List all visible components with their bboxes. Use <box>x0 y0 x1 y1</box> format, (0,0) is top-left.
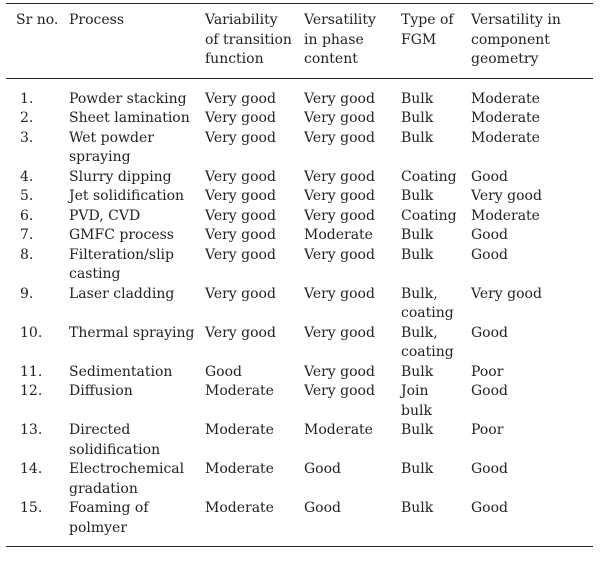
geometry-text: Good <box>471 461 509 477</box>
table-row <box>6 324 593 363</box>
table-header <box>6 4 593 79</box>
variability-text: Very good <box>205 168 276 185</box>
type-text: Bulk, <box>401 285 438 302</box>
cell-variability <box>205 285 304 324</box>
header-versatility-line2: in phase <box>304 31 364 48</box>
cell-sr-no <box>6 226 69 246</box>
cell-type-of-fgm <box>401 363 471 383</box>
variability-text: Moderate <box>205 422 274 438</box>
cell-type-of-fgm <box>401 207 471 227</box>
variability-text: Very good <box>205 129 276 146</box>
table-body <box>6 78 593 547</box>
process-text: Diffusion <box>69 383 133 399</box>
cell-type-of-fgm <box>401 129 471 168</box>
table-row <box>6 363 593 383</box>
variability-text: Very good <box>205 207 276 224</box>
process-text: Filteration/slip <box>69 246 174 263</box>
versatility-text: Very good <box>304 285 375 302</box>
cell-variability <box>205 207 304 227</box>
geometry-text: Poor <box>471 363 504 380</box>
cell-sr-no <box>6 187 69 207</box>
geometry-text: Very good <box>471 188 542 204</box>
type-text: Bulk, <box>401 324 438 341</box>
header-type-line1: Type of <box>401 12 454 28</box>
cell-process <box>69 363 205 383</box>
sr-no-text: 5. <box>20 188 34 204</box>
cell-type-of-fgm <box>401 109 471 129</box>
cell-type-of-fgm <box>401 324 471 363</box>
type-text: Coating <box>401 168 457 185</box>
cell-versatility-phase <box>304 168 401 188</box>
geometry-text: Poor <box>471 422 504 438</box>
header-versatility-geometry <box>471 4 593 79</box>
table-row <box>6 382 593 421</box>
fgm-process-table <box>6 3 593 547</box>
header-process-text: Process <box>69 12 125 28</box>
cell-variability <box>205 460 304 499</box>
cell-process <box>69 460 205 499</box>
variability-text: Very good <box>205 90 276 107</box>
header-row <box>6 4 593 79</box>
cell-variability <box>205 499 304 547</box>
cell-sr-no <box>6 363 69 383</box>
cell-sr-no <box>6 324 69 363</box>
cell-variability <box>205 109 304 129</box>
variability-text: Very good <box>205 285 276 302</box>
type-text: Bulk <box>401 188 434 204</box>
cell-process <box>69 187 205 207</box>
cell-process <box>69 324 205 363</box>
variability-text: Moderate <box>205 383 274 399</box>
cell-versatility-geometry <box>471 129 593 168</box>
header-geometry-line1: Versatility in <box>471 12 561 28</box>
cell-versatility-phase <box>304 324 401 363</box>
cell-type-of-fgm <box>401 421 471 460</box>
header-versatility-phase <box>304 4 401 79</box>
cell-variability <box>205 421 304 460</box>
sr-no-text: 10. <box>20 324 43 341</box>
process-text: Foaming of <box>69 500 149 516</box>
cell-versatility-geometry <box>471 168 593 188</box>
sr-no-text: 14. <box>20 461 43 477</box>
header-variability-line2: of transition <box>205 31 292 48</box>
table-row <box>6 421 593 460</box>
sr-no-text: 2. <box>20 110 34 126</box>
header-variability <box>205 4 304 79</box>
cell-versatility-geometry <box>471 187 593 207</box>
cell-versatility-phase <box>304 207 401 227</box>
cell-variability <box>205 78 304 109</box>
sr-no-text: 3. <box>20 129 34 146</box>
geometry-text: Moderate <box>471 110 540 126</box>
cell-type-of-fgm <box>401 226 471 246</box>
geometry-text: Moderate <box>471 90 540 107</box>
header-versatility-line1: Versatility <box>304 12 376 28</box>
cell-versatility-phase <box>304 129 401 168</box>
table-row <box>6 78 593 109</box>
cell-versatility-geometry <box>471 109 593 129</box>
process-text: casting <box>69 266 121 282</box>
variability-text: Good <box>205 363 243 380</box>
type-text: Bulk <box>401 246 434 263</box>
table-row <box>6 168 593 188</box>
cell-process <box>69 129 205 168</box>
table-row <box>6 499 593 547</box>
type-text: Bulk <box>401 500 434 516</box>
versatility-text: Good <box>304 500 342 516</box>
cell-versatility-phase <box>304 285 401 324</box>
header-geometry-line3: geometry <box>471 51 539 67</box>
process-text: Thermal spraying <box>69 324 195 341</box>
cell-sr-no <box>6 78 69 109</box>
variability-text: Very good <box>205 110 276 126</box>
cell-sr-no <box>6 129 69 168</box>
cell-versatility-geometry <box>471 460 593 499</box>
cell-versatility-geometry <box>471 78 593 109</box>
cell-versatility-phase <box>304 460 401 499</box>
sr-no-text: 12. <box>20 383 43 399</box>
header-versatility-line3: content <box>304 51 358 67</box>
versatility-text: Very good <box>304 129 375 146</box>
cell-variability <box>205 226 304 246</box>
table-row <box>6 129 593 168</box>
cell-type-of-fgm <box>401 285 471 324</box>
cell-sr-no <box>6 421 69 460</box>
sr-no-text: 13. <box>20 422 43 438</box>
type-text: bulk <box>401 402 432 419</box>
cell-sr-no <box>6 168 69 188</box>
process-text: Sedimentation <box>69 363 173 380</box>
sr-no-text: 9. <box>20 285 34 302</box>
variability-text: Moderate <box>205 461 274 477</box>
type-text: Bulk <box>401 90 434 107</box>
process-text: Jet solidification <box>69 188 185 204</box>
cell-process <box>69 421 205 460</box>
cell-process <box>69 207 205 227</box>
versatility-text: Very good <box>304 246 375 263</box>
variability-text: Very good <box>205 324 276 341</box>
versatility-text: Very good <box>304 383 375 399</box>
cell-versatility-geometry <box>471 246 593 285</box>
table-row <box>6 109 593 129</box>
geometry-text: Moderate <box>471 129 540 146</box>
sr-no-text: 11. <box>20 363 43 380</box>
variability-text: Very good <box>205 188 276 204</box>
type-text: Bulk <box>401 129 434 146</box>
sr-no-text: 4. <box>20 168 34 185</box>
cell-variability <box>205 246 304 285</box>
header-type-of-fgm <box>401 4 471 79</box>
type-text: coating <box>401 305 454 321</box>
cell-variability <box>205 129 304 168</box>
cell-versatility-geometry <box>471 499 593 547</box>
cell-process <box>69 246 205 285</box>
type-text: Bulk <box>401 422 434 438</box>
process-text: Sheet lamination <box>69 110 190 126</box>
cell-type-of-fgm <box>401 78 471 109</box>
cell-type-of-fgm <box>401 168 471 188</box>
cell-process <box>69 78 205 109</box>
cell-versatility-geometry <box>471 226 593 246</box>
versatility-text: Very good <box>304 324 375 341</box>
geometry-text: Good <box>471 246 509 263</box>
process-text: GMFC process <box>69 227 174 243</box>
cell-process <box>69 499 205 547</box>
cell-sr-no <box>6 246 69 285</box>
variability-text: Very good <box>205 246 276 263</box>
cell-process <box>69 382 205 421</box>
versatility-text: Very good <box>304 110 375 126</box>
cell-process <box>69 285 205 324</box>
cell-versatility-phase <box>304 499 401 547</box>
sr-no-text: 6. <box>20 207 34 224</box>
table-row <box>6 226 593 246</box>
geometry-text: Very good <box>471 285 542 302</box>
process-text: Slurry dipping <box>69 168 172 185</box>
versatility-text: Moderate <box>304 422 373 438</box>
cell-versatility-geometry <box>471 324 593 363</box>
cell-versatility-geometry <box>471 207 593 227</box>
versatility-text: Very good <box>304 168 375 185</box>
sr-no-text: 1. <box>20 90 34 107</box>
cell-sr-no <box>6 109 69 129</box>
process-text: PVD, CVD <box>69 207 141 224</box>
cell-versatility-geometry <box>471 421 593 460</box>
versatility-text: Very good <box>304 207 375 224</box>
cell-versatility-phase <box>304 78 401 109</box>
type-text: coating <box>401 344 454 360</box>
type-text: Bulk <box>401 363 434 380</box>
sr-no-text: 15. <box>20 500 43 516</box>
geometry-text: Good <box>471 227 509 243</box>
process-text: spraying <box>69 149 131 165</box>
geometry-text: Good <box>471 500 509 516</box>
type-text: Bulk <box>401 110 434 126</box>
header-type-line2: FGM <box>401 31 437 48</box>
cell-versatility-phase <box>304 382 401 421</box>
cell-versatility-phase <box>304 226 401 246</box>
cell-variability <box>205 363 304 383</box>
process-text: gradation <box>69 480 138 497</box>
header-sr-text: Sr no. <box>16 12 59 28</box>
cell-type-of-fgm <box>401 460 471 499</box>
geometry-text: Moderate <box>471 207 540 224</box>
cell-variability <box>205 324 304 363</box>
cell-sr-no <box>6 382 69 421</box>
cell-sr-no <box>6 285 69 324</box>
sr-no-text: 7. <box>20 227 34 243</box>
cell-versatility-geometry <box>471 382 593 421</box>
cell-versatility-geometry <box>471 285 593 324</box>
cell-sr-no <box>6 499 69 547</box>
cell-versatility-phase <box>304 109 401 129</box>
versatility-text: Very good <box>304 90 375 107</box>
table-row <box>6 246 593 285</box>
table-row <box>6 207 593 227</box>
cell-versatility-phase <box>304 246 401 285</box>
cell-versatility-phase <box>304 363 401 383</box>
versatility-text: Moderate <box>304 227 373 243</box>
process-text: Directed <box>69 422 131 438</box>
versatility-text: Very good <box>304 363 375 380</box>
versatility-text: Very good <box>304 188 375 204</box>
variability-text: Moderate <box>205 500 274 516</box>
cell-type-of-fgm <box>401 246 471 285</box>
cell-process <box>69 109 205 129</box>
process-text: Electrochemical <box>69 461 185 477</box>
cell-type-of-fgm <box>401 187 471 207</box>
header-variability-line1: Variability <box>205 12 278 28</box>
process-text: solidification <box>69 441 161 458</box>
cell-variability <box>205 187 304 207</box>
cell-versatility-phase <box>304 421 401 460</box>
process-text: Laser cladding <box>69 285 175 302</box>
header-variability-line3: function <box>205 51 264 67</box>
type-text: Join <box>401 383 429 399</box>
cell-variability <box>205 168 304 188</box>
cell-type-of-fgm <box>401 382 471 421</box>
cell-versatility-geometry <box>471 363 593 383</box>
sr-no-text: 8. <box>20 246 34 263</box>
cell-sr-no <box>6 207 69 227</box>
cell-type-of-fgm <box>401 499 471 547</box>
geometry-text: Good <box>471 383 509 399</box>
type-text: Bulk <box>401 461 434 477</box>
cell-versatility-phase <box>304 187 401 207</box>
header-sr-no <box>6 4 69 79</box>
cell-process <box>69 168 205 188</box>
cell-sr-no <box>6 460 69 499</box>
variability-text: Very good <box>205 227 276 243</box>
process-text: Wet powder <box>69 129 154 146</box>
cell-process <box>69 226 205 246</box>
table-row <box>6 187 593 207</box>
header-process <box>69 4 205 79</box>
process-text: Powder stacking <box>69 90 187 107</box>
cell-variability <box>205 382 304 421</box>
table-row <box>6 460 593 499</box>
header-geometry-line2: component <box>471 31 550 48</box>
geometry-text: Good <box>471 324 509 341</box>
versatility-text: Good <box>304 461 342 477</box>
table-row <box>6 285 593 324</box>
geometry-text: Good <box>471 168 509 185</box>
process-text: polmyer <box>69 519 128 536</box>
type-text: Bulk <box>401 227 434 243</box>
type-text: Coating <box>401 207 457 224</box>
